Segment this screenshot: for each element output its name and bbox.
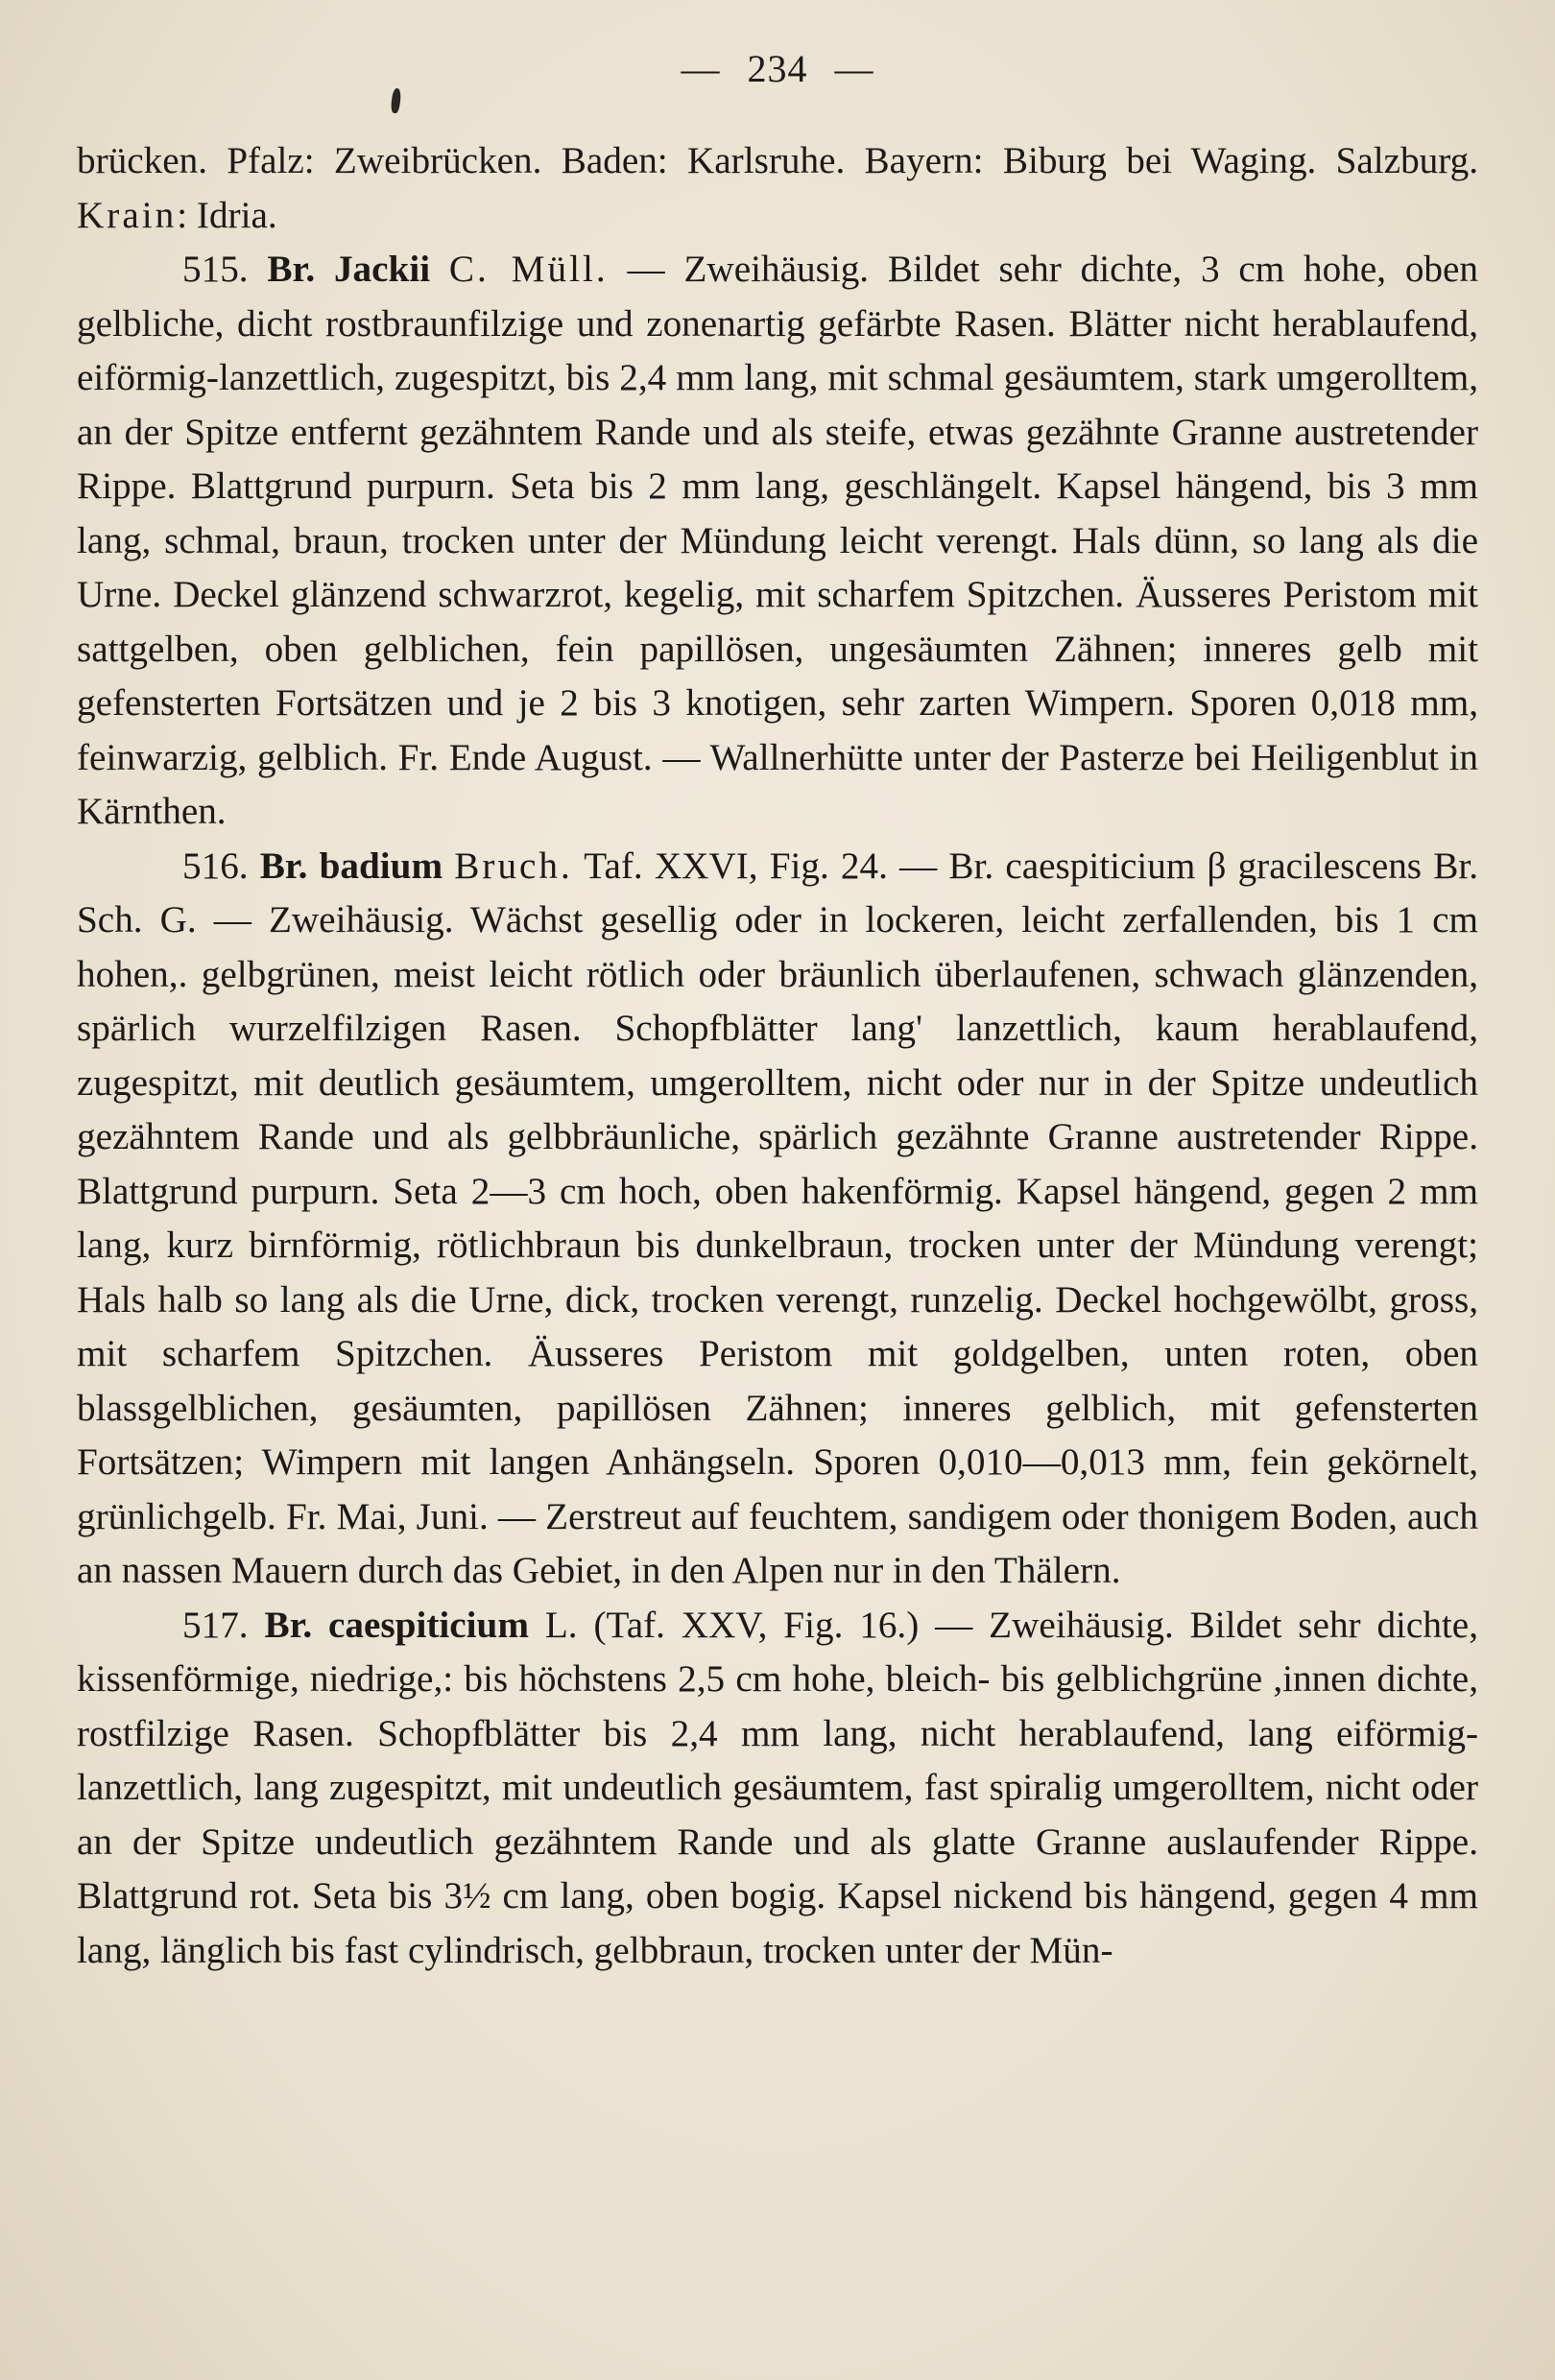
author-name: Bruch. [454, 845, 573, 887]
entry-description: — Zweihäusig. Bildet sehr dichte, 3 cm hohe, oben gelbliche, dicht rostbraunfilzige und zonenartig gefärbte Rasen. Blätter nicht herablaufend, eiförmig-lanzettlich, zugespitzt, bis 2,4 mm lang, mit schmal gesäumtem, stark umgerolltem, an der Spitze entfernt gezähntem Rande und als steife, etwas gezähnte Granne austretender Rippe. Blattgrund purpurn. Seta bis 2 mm lang, geschlängelt. Kapsel hängend, bis 3 mm lang, schmal, braun, trocken unter der Mündung leicht verengt. Hals dünn, so lang als die Urne. Deckel glänzend schwarzrot, kegelig, mit scharfem Spitzchen. Äusseres Peristom mit sattgelben, oben gelblichen, fein papillösen, ungesäumten Zähnen; inneres gelb mit gefensterten Fortsätzen und je 2 bis 3 knotigen, sehr zarten Wimpern. Sporen 0,018 mm, feinwarzig, gelblich. Fr. Ende August. — Wallnerhütte unter der Pasterze bei Heiligenblut in Kärnthen. [77, 249, 1479, 832]
author-name: C. Müll. [448, 249, 609, 290]
continuation-text: brücken. Pfalz: Zweibrücken. Baden: Karlsruhe. Bayern: Biburg bei Waging. Salzburg. [77, 140, 1478, 181]
entry-515 [77, 243, 1478, 840]
ink-mark [391, 88, 402, 114]
dash-right: — [834, 47, 874, 90]
entry-number: 516. [182, 845, 249, 887]
genus-abbrev: Br. [267, 249, 316, 290]
page-number [0, 46, 1555, 91]
species-name: caespiticium [328, 1604, 529, 1646]
continuation-paragraph [77, 134, 1478, 243]
entry-517 [77, 1599, 1478, 1979]
region-name-krain: Krain [77, 194, 178, 236]
author-name: L. [544, 1604, 578, 1646]
species-name: Jackii [333, 249, 431, 290]
entry-description: Taf. XXVI, Fig. 24. — Br. caespiticium β gracilescens Br. Sch. G. — Zweihäusig. Wächst gesellig oder in lockeren, leicht zerfallenden, bis 1 cm hohen,. gelbgrünen, meist leicht rötlich oder bräunlich überlaufenen, schwach glänzenden, spärlich wurzelfilzigen Rasen. Schopfblätter lang' lanzettlich, kaum herablaufend, zugespitzt, mit deutlich gesäumtem, umgerolltem, nicht oder nur in der Spitze undeutlich gezähntem Rande und als gelbbräunliche, spärlich gezähnte Granne austretender Rippe. Blattgrund purpurn. Seta 2—3 cm hoch, oben hakenförmig. Kapsel hängend, gegen 2 mm lang, kurz birnförmig, rötlichbraun bis dunkelbraun, trocken unter der Mündung verengt; Hals halb so lang als die Urne, dick, trocken verengt, runzelig. Deckel hochgewölbt, gross, mit scharfem Spitzchen. Äusseres Peristom mit goldgelben, unten roten, oben blassgelblichen, gesäumten, papillösen Zähnen; inneres gelblich, mit gefensterten Fortsätzen; Wimpern mit langen Anhängseln. Sporen 0,010—0,013 mm, fein gekörnelt, grünlichgelb. Fr. Mai, Juni. — Zerstreut auf feuchtem, sandigem oder thonigem Boden, auch an nassen Mauern durch das Gebiet, in den Alpen nur in den Thälern. [77, 845, 1479, 1591]
page-number-value: 234 [747, 47, 808, 90]
body-text [77, 134, 1478, 1978]
dash-left: — [681, 47, 721, 90]
continuation-text-end: : Idria. [177, 194, 277, 236]
genus-abbrev: Br. [259, 845, 308, 887]
entry-number: 517. [182, 1604, 249, 1646]
entry-516 [77, 840, 1478, 1599]
species-name: badium [319, 845, 443, 887]
genus-abbrev: Br. [264, 1604, 313, 1646]
entry-description: (Taf. XXV, Fig. 16.) — Zweihäusig. Bildet sehr dichte, kissenförmige, niedrige,: bis höchstens 2,5 cm hohe, bleich- bis gelblichgrüne ,innen dichte, rostfilzige Rasen. Schopfblätter bis 2,4 mm lang, nicht herablaufend, lang eiförmig-lanzettlich, lang zugespitzt, mit undeutlich gesäumtem, fast spiralig umgerolltem, nicht oder an der Spitze undeutlich gezähntem Rande und als glatte Granne auslaufender Rippe. Blattgrund rot. Seta bis 3½ cm lang, oben bogig. Kapsel nickend bis hängend, gegen 4 mm lang, länglich bis fast cylindrisch, gelbbraun, trocken unter der Mün- [77, 1604, 1478, 1971]
entry-number: 515. [182, 249, 249, 290]
